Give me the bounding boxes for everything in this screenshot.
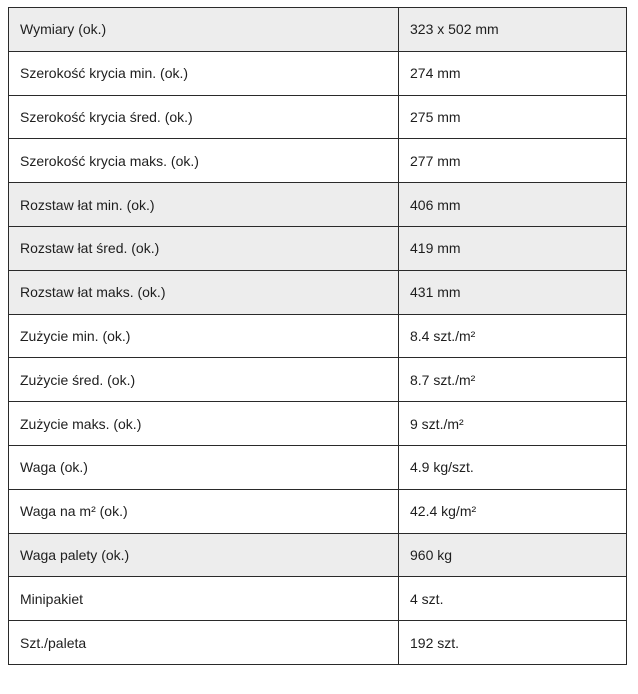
spec-label-cell: Zużycie maks. (ok.) [9,402,399,446]
spec-value-cell: 419 mm [399,226,627,270]
table-row [9,139,627,183]
spec-value-cell: 323 x 502 mm [399,8,627,52]
spec-value-cell: 4 szt. [399,577,627,621]
spec-value-cell: 275 mm [399,95,627,139]
table-row [9,445,627,489]
spec-value-cell: 42.4 kg/m² [399,489,627,533]
spec-table-body [9,8,627,665]
table-row [9,577,627,621]
table-row [9,226,627,270]
table-row [9,95,627,139]
spec-value-cell: 9 szt./m² [399,402,627,446]
spec-value-cell: 960 kg [399,533,627,577]
spec-value-cell: 277 mm [399,139,627,183]
spec-label-cell: Zużycie min. (ok.) [9,314,399,358]
spec-label-cell: Wymiary (ok.) [9,8,399,52]
spec-label-cell: Szt./paleta [9,621,399,665]
spec-label-cell: Rozstaw łat maks. (ok.) [9,270,399,314]
table-row [9,183,627,227]
spec-label-cell: Rozstaw łat min. (ok.) [9,183,399,227]
spec-value-cell: 431 mm [399,270,627,314]
spec-label-cell: Waga na m² (ok.) [9,489,399,533]
table-row [9,489,627,533]
spec-label-cell: Waga (ok.) [9,445,399,489]
table-row [9,358,627,402]
spec-value-cell: 406 mm [399,183,627,227]
table-row [9,621,627,665]
spec-label-cell: Waga palety (ok.) [9,533,399,577]
table-row [9,270,627,314]
spec-value-cell: 274 mm [399,51,627,95]
spec-label-cell: Rozstaw łat śred. (ok.) [9,226,399,270]
spec-value-cell: 8.4 szt./m² [399,314,627,358]
table-row [9,314,627,358]
table-row [9,533,627,577]
table-row [9,8,627,52]
spec-label-cell: Szerokość krycia śred. (ok.) [9,95,399,139]
spec-label-cell: Szerokość krycia maks. (ok.) [9,139,399,183]
spec-label-cell: Szerokość krycia min. (ok.) [9,51,399,95]
spec-value-cell: 8.7 szt./m² [399,358,627,402]
spec-table [8,7,627,665]
table-row [9,51,627,95]
spec-value-cell: 192 szt. [399,621,627,665]
spec-value-cell: 4.9 kg/szt. [399,445,627,489]
table-row [9,402,627,446]
spec-label-cell: Zużycie śred. (ok.) [9,358,399,402]
spec-label-cell: Minipakiet [9,577,399,621]
